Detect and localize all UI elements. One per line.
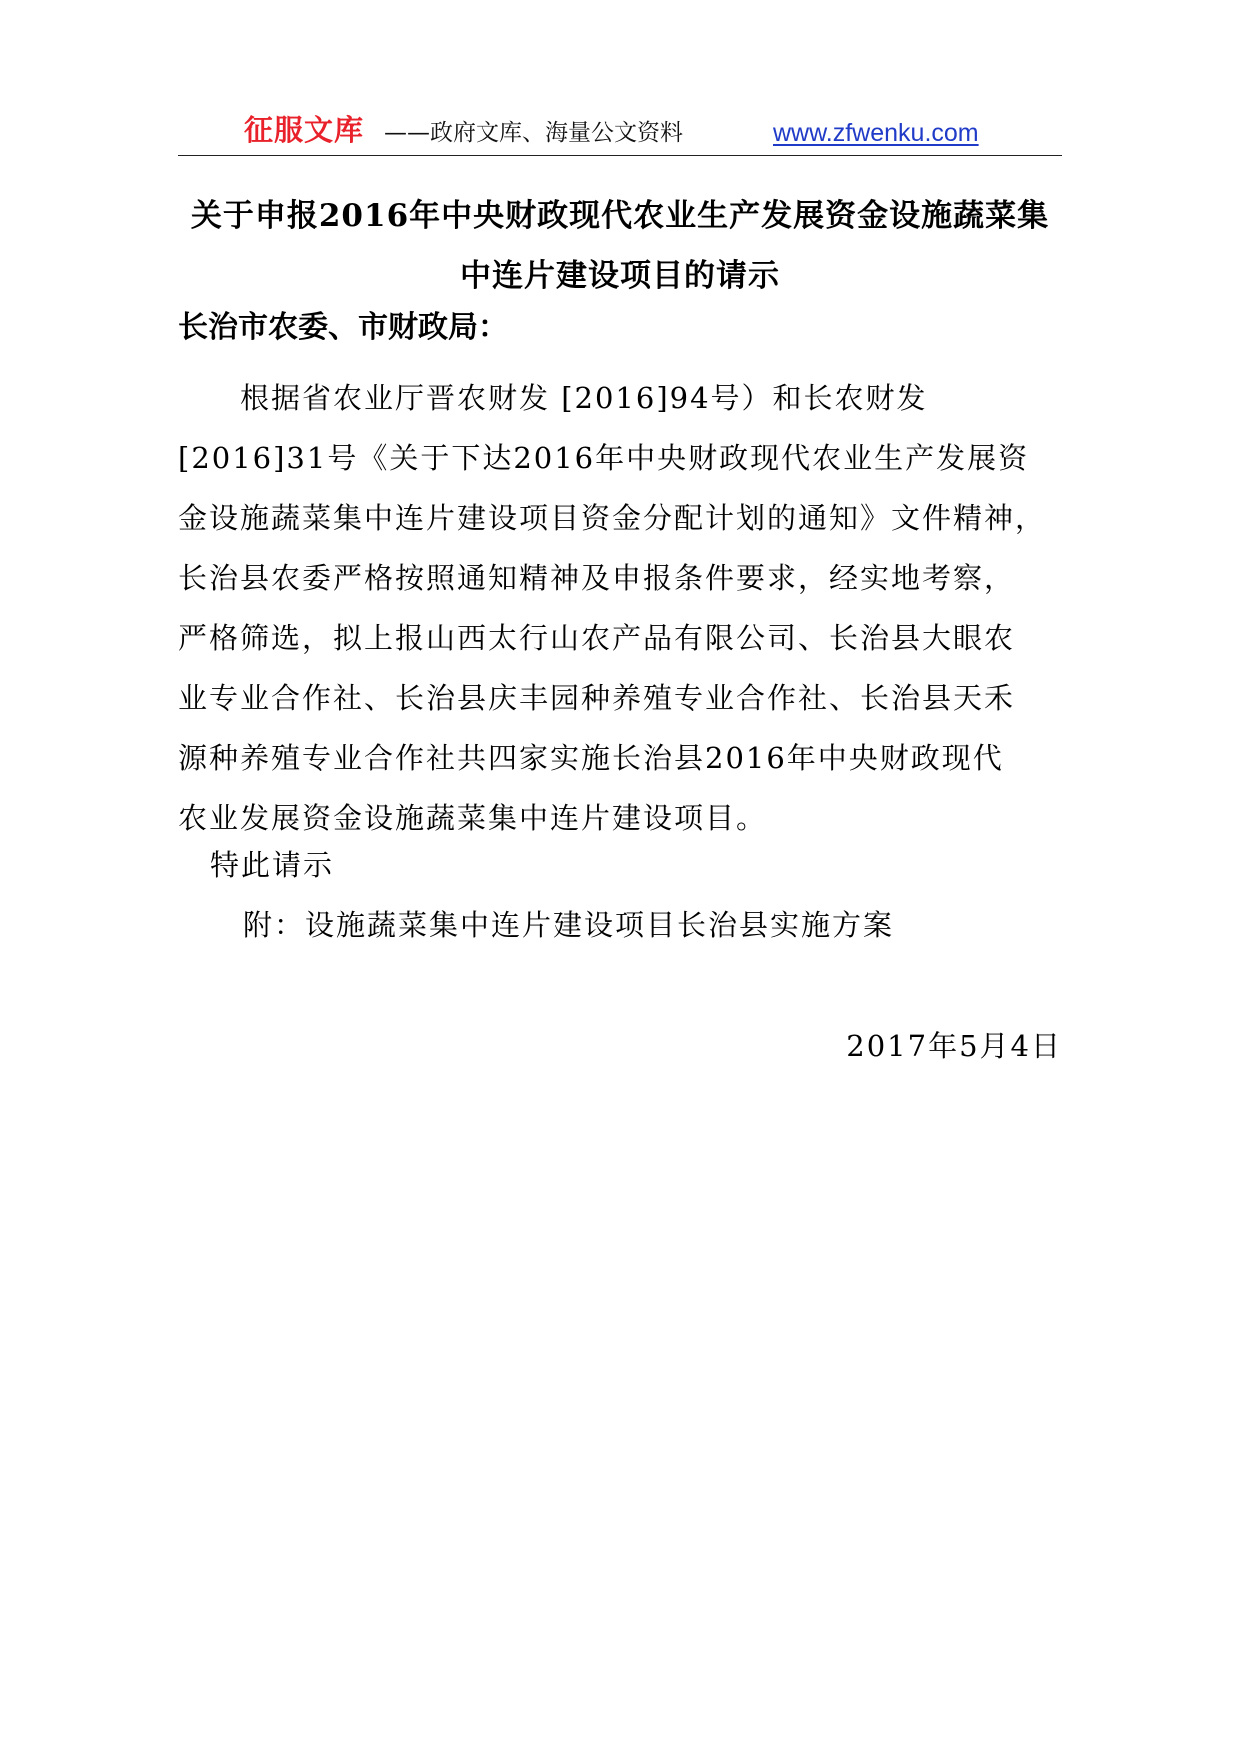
site-url-link[interactable]: www.zfwenku.com [773, 119, 979, 147]
body-line: 农业发展资金设施蔬菜集中连片建设项目。 [178, 801, 768, 835]
body-line: 根据省农业厅晋农财发 [2016]94号）和长农财发 [178, 381, 928, 415]
site-header [178, 110, 1062, 152]
title-line: 关于申报2016年中央财政现代农业生产发展资金设施蔬菜集 [190, 198, 1050, 234]
closing-phrase: 特此请示 [210, 848, 335, 882]
brand-logo[interactable]: 征服文库 [244, 113, 365, 147]
title-line: 中连片建设项目的请示 [460, 258, 780, 294]
body-line: [2016]31号《关于下达2016年中央财政现代农业生产发展资 [178, 441, 1030, 475]
body-line: 金设施蔬菜集中连片建设项目资金分配计划的通知》文件精神， [178, 501, 1047, 535]
header-divider [178, 155, 1062, 156]
document-date: 2017年5月4日 [846, 1029, 1062, 1063]
body-paragraph [178, 368, 1062, 848]
attachment-note: 附：设施蔬菜集中连片建设项目长治县实施方案 [243, 908, 895, 942]
header-tagline: ——政府文库、海量公文资料 [384, 120, 683, 146]
body-line: 长治县农委严格按照通知精神及申报条件要求，经实地考察， [178, 561, 1016, 595]
document-title [178, 186, 1062, 306]
body-line: 严格筛选，拟上报山西太行山农产品有限公司、长治县大眼农 [178, 621, 1016, 655]
body-line: 业专业合作社、长治县庆丰园种养殖专业合作社、长治县天禾 [178, 681, 1016, 715]
addressee: 长治市农委、市财政局： [178, 310, 508, 345]
body-line: 源种养殖专业合作社共四家实施长治县2016年中央财政现代 [178, 741, 1004, 775]
